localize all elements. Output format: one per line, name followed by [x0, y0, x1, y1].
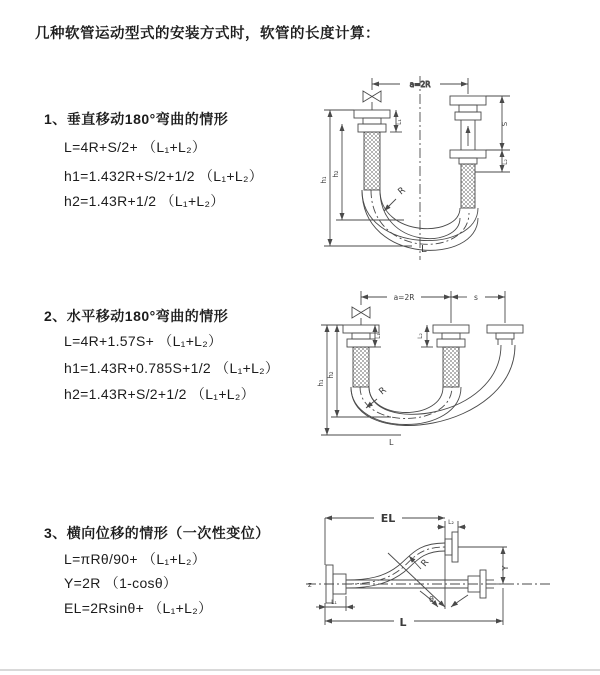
left-braided-hose [353, 347, 369, 387]
dim-label-y: Y [501, 565, 510, 571]
left-flange [343, 325, 379, 347]
right-braided-hose [461, 164, 475, 208]
length-label: L [421, 244, 427, 255]
dim-label-el: EL [380, 512, 396, 525]
dim-label-l1: L₁ [396, 119, 403, 125]
dim-y [458, 547, 507, 584]
dim-label-l: L [399, 616, 407, 629]
dim-label-s: S [501, 121, 509, 127]
middle-flange [433, 325, 469, 347]
left-flange [354, 110, 390, 132]
middle-braided-hose [443, 347, 459, 387]
dim-label-a2r: a=2R [409, 80, 431, 89]
dim-label-h2: h₂ [332, 170, 340, 178]
dim-label-l2: L₂ [448, 519, 454, 526]
left-braided-hose [364, 132, 380, 190]
section-1-heading: 1、垂直移动180°弯曲的情形 [44, 111, 229, 127]
dim-label-h1: h₁ [320, 176, 328, 184]
radius-leader [384, 199, 396, 211]
valve-icon [363, 91, 381, 110]
diagram-horizontal-180-bend [305, 283, 547, 459]
formula-h1: h1=1.432R+S/2+1/2 （L₁+L₂） [64, 168, 264, 184]
right-flange-lower [450, 150, 486, 164]
dim-l [325, 588, 503, 625]
formula-h2: h2=1.43R+S/2+1/2 （L₁+L₂） [64, 386, 255, 402]
diagram-vertical-180-bend [308, 68, 540, 264]
section-break-mark: z [308, 581, 312, 589]
formula-l: L=πRθ/90+ （L₁+L₂） [64, 551, 207, 567]
formula-h1: h1=1.43R+0.785S+1/2 （L₁+L₂） [64, 360, 280, 376]
radius-label: R [377, 385, 389, 398]
formula-l: L=4R+S/2+ （L₁+L₂） [64, 139, 207, 155]
page-bottom-divider [0, 669, 600, 671]
dim-label-l1: L₁ [375, 333, 382, 339]
dim-label-l1: L₁ [331, 599, 337, 606]
dim-label-l2: L₂ [417, 333, 424, 339]
hose-u-moved [351, 345, 515, 425]
formula-h2: h2=1.43R+1/2 （L₁+L₂） [64, 193, 225, 209]
right-flange-upper [450, 96, 486, 120]
section-2-heading: 2、水平移动180°弯曲的情形 [44, 308, 229, 324]
dim-label-a2r: a=2R [393, 293, 415, 302]
radius-label: R [396, 185, 408, 198]
dim-label-s: s [474, 293, 478, 302]
right-flange-upper [445, 532, 458, 562]
formula-l: L=4R+1.57S+ （L₁+L₂） [64, 333, 223, 349]
formula-y: Y=2R （1-cosθ） [64, 575, 178, 591]
formula-el: EL=2Rsinθ+ （L₁+L₂） [64, 600, 213, 616]
page-title: 几种软管运动型式的安装方式时，软管的长度计算： [35, 26, 380, 42]
section-3-heading: 3、横向位移的情形（一次性变位） [44, 525, 270, 541]
right-flange [487, 325, 523, 345]
valve-icon [352, 307, 370, 325]
diagram-lateral-displacement [298, 503, 560, 650]
hose-u-original [351, 387, 461, 425]
dim-label-h2: h₂ [327, 371, 335, 379]
dim-label-l2: L₂ [502, 159, 509, 165]
dim-label-h1: h₁ [317, 379, 325, 387]
dim-a2r [361, 291, 505, 323]
radius-label: R [419, 557, 432, 569]
length-label: L [389, 438, 394, 447]
angle-theta-label: θ [429, 595, 434, 604]
dim-el [325, 518, 445, 565]
